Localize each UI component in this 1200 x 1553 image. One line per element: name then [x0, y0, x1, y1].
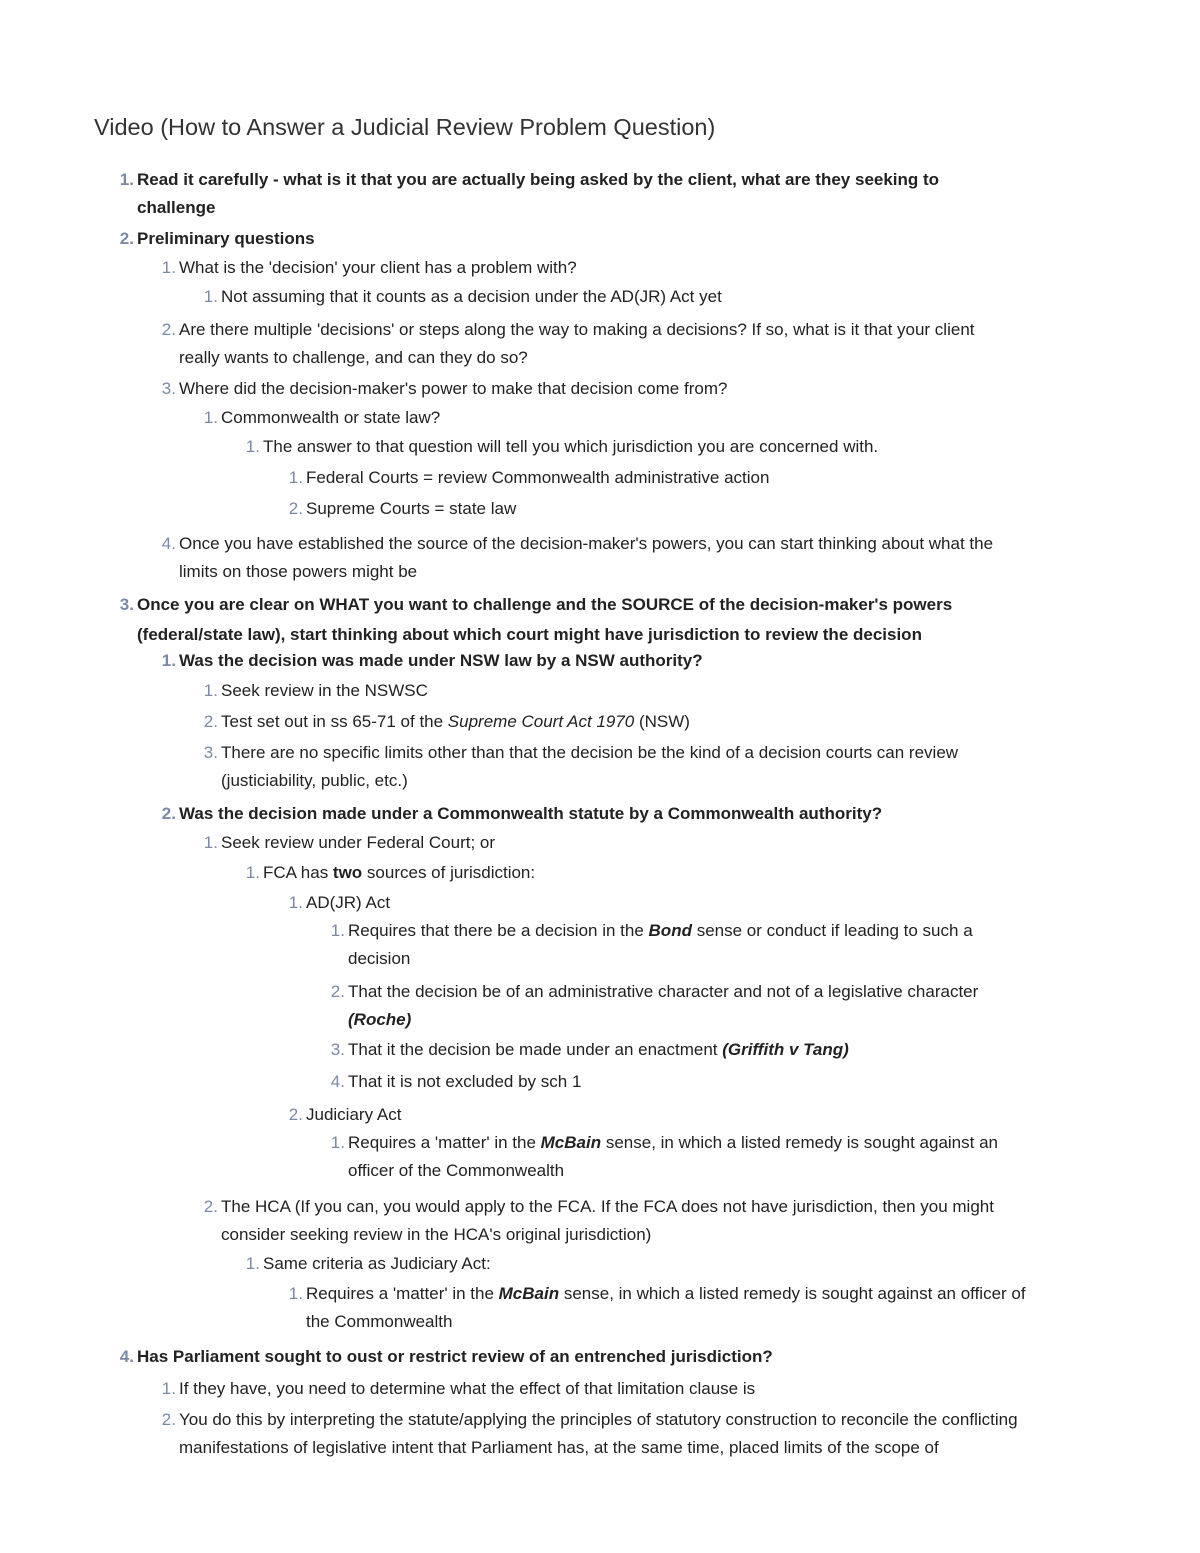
list-item-text: There are no specific limits other than that the decision be the kind of a decision courts can review: [221, 743, 959, 762]
list-item-text: (justiciability, public, etc.): [221, 771, 408, 790]
list-item-text: The answer to that question will tell you which jurisdiction you are concerned with.: [263, 437, 879, 456]
list-item: [119, 590, 953, 650]
list-item-text: Commonwealth or state law?: [221, 408, 441, 427]
list-item-text: limits on those powers might be: [179, 562, 418, 581]
list-item: [288, 889, 391, 917]
list-item-text: Federal Courts = review Commonwealth administrative action: [306, 468, 770, 487]
list-item-text: officer of the Commonwealth: [348, 1161, 565, 1180]
list-item-text: Preliminary questions: [137, 229, 315, 248]
list-item-text: really wants to challenge, and can they do so?: [179, 348, 528, 367]
list-item: [161, 647, 703, 675]
list-item-text: If they have, you need to determine what the effect of that limitation clause is: [179, 1379, 756, 1398]
list-number: 1 .: [240, 859, 260, 887]
list-item-text: You do this by interpreting the statute/applying the principles of statutory construction to reconcile the conflicting: [179, 1410, 1018, 1429]
list-item: [161, 1375, 756, 1403]
case-name: McBain: [498, 1284, 560, 1303]
list-item-text: Same criteria as Judiciary Act:: [263, 1254, 491, 1273]
list-number: 3 .: [156, 375, 176, 403]
case-name: McBain: [540, 1133, 602, 1152]
list-item-text: Requires a 'matter' in the McBain sense, in which a listed remedy is sought against an: [348, 1133, 998, 1152]
list-number: 2 .: [114, 225, 134, 253]
list-item-text: Seek review under Federal Court; or: [221, 833, 496, 852]
list-number: 1 .: [198, 829, 218, 857]
list-item-text: Once you are clear on WHAT you want to challenge and the SOURCE of the decision-maker's powers: [137, 595, 953, 614]
list-item: [288, 1101, 402, 1129]
list-item-text: Judiciary Act: [306, 1105, 402, 1124]
list-number: 2 .: [198, 1193, 218, 1221]
list-item-text: That it is not excluded by sch 1: [348, 1072, 582, 1091]
list-item-text: That the decision be of an administrative character and not of a legislative character: [348, 982, 979, 1001]
case-name: (Griffith v Tang): [722, 1040, 849, 1059]
list-item: [203, 708, 690, 736]
list-item-text: Was the decision made under a Commonwealth statute by a Commonwealth authority?: [179, 804, 883, 823]
list-number: 3 .: [114, 590, 134, 620]
list-item: [330, 1129, 998, 1185]
list-item: [330, 978, 979, 1034]
list-number: 1 .: [240, 1250, 260, 1278]
list-number: 1 .: [325, 917, 345, 945]
statute-name: Supreme Court Act 1970: [447, 712, 635, 731]
list-item: [203, 1193, 994, 1249]
list-item: [161, 316, 975, 372]
list-number: 1 .: [240, 433, 260, 461]
list-number: 2 .: [156, 1406, 176, 1434]
list-item-text: consider seeking review in the HCA's original jurisdiction): [221, 1225, 652, 1244]
list-number: 2 .: [283, 1101, 303, 1129]
list-number: 1 .: [283, 889, 303, 917]
list-item-text: the Commonwealth: [306, 1312, 453, 1331]
list-item-text: Requires that there be a decision in the Bond sense or conduct if leading to such a: [348, 921, 973, 940]
list-item-text: Was the decision was made under NSW law by a NSW authority?: [179, 651, 703, 670]
list-item: [288, 464, 770, 492]
list-item: [288, 1280, 1026, 1336]
page-title: Video (How to Answer a Judicial Review Problem Question): [94, 114, 716, 140]
list-number: 4 .: [114, 1343, 134, 1371]
list-number: 2 .: [198, 708, 218, 736]
emphasis-text: two: [332, 863, 363, 882]
list-number: 1 .: [156, 254, 176, 282]
list-item: [119, 225, 315, 253]
list-number: 1 .: [156, 1375, 176, 1403]
list-item-text: Read it carefully - what is it that you are actually being asked by the client, what are they seeking to: [137, 170, 940, 189]
list-item: [203, 829, 496, 857]
list-item-text: Where did the decision-maker's power to make that decision come from?: [179, 379, 728, 398]
list-number: 1 .: [325, 1129, 345, 1157]
list-number: 2 .: [283, 495, 303, 523]
list-number: 1 .: [114, 166, 134, 194]
list-number: 2 .: [156, 800, 176, 828]
list-item-text: FCA has two sources of jurisdiction:: [263, 863, 536, 882]
list-item: [161, 1406, 1018, 1462]
list-item: [203, 739, 959, 795]
list-item-text: Seek review in the NSWSC: [221, 681, 428, 700]
list-item-text: Has Parliament sought to oust or restrict review of an entrenched jurisdiction?: [137, 1347, 773, 1366]
case-name: Bond: [648, 921, 692, 940]
list-item: [288, 495, 517, 523]
list-item-text: decision: [348, 949, 411, 968]
list-item: [330, 917, 973, 973]
list-item: [330, 1068, 582, 1096]
case-name: (Roche): [348, 1010, 412, 1029]
list-item: [203, 404, 441, 432]
list-item-text: challenge: [137, 198, 216, 217]
list-item-text: Once you have established the source of the decision-maker's powers, you can start thinking about what the: [179, 534, 994, 553]
list-item: [161, 800, 883, 828]
list-item-text: That it the decision be made under an enactment (Griffith v Tang): [348, 1040, 849, 1059]
list-number: 4 .: [325, 1068, 345, 1096]
list-number: 1 .: [156, 647, 176, 675]
list-item: [119, 166, 940, 222]
list-item: [245, 1250, 491, 1278]
list-item-text: Requires a 'matter' in the McBain sense, in which a listed remedy is sought against an officer of: [306, 1284, 1026, 1303]
list-number: 1 .: [198, 677, 218, 705]
list-item-text: What is the 'decision' your client has a problem with?: [179, 258, 577, 277]
list-item: [161, 254, 577, 282]
list-item: [119, 1343, 773, 1371]
list-item: [245, 859, 536, 887]
list-item-text: (federal/state law), start thinking about which court might have jurisdiction to review the decision: [137, 625, 922, 644]
list-number: 2 .: [156, 316, 176, 344]
list-item: [161, 375, 728, 403]
list-number: 1 .: [198, 404, 218, 432]
list-item-text: Supreme Courts = state law: [306, 499, 517, 518]
list-item-text: Test set out in ss 65-71 of the Supreme Court Act 1970 (NSW): [221, 712, 690, 731]
list-item: [203, 283, 722, 311]
list-number: 3 .: [198, 739, 218, 767]
list-number: 1 .: [198, 283, 218, 311]
list-item-text: manifestations of legislative intent that Parliament has, at the same time, placed limits of the scope of: [179, 1438, 939, 1457]
list-number: 3 .: [325, 1036, 345, 1064]
list-item-text: Are there multiple 'decisions' or steps along the way to making a decisions? If so, what is it that your client: [179, 320, 975, 339]
list-number: 1 .: [283, 1280, 303, 1308]
list-number: 4 .: [156, 530, 176, 558]
list-item-text: AD(JR) Act: [306, 893, 391, 912]
list-item: [330, 1036, 849, 1064]
list-number: 1 .: [283, 464, 303, 492]
list-item-text: The HCA (If you can, you would apply to the FCA. If the FCA does not have jurisdiction, then you might: [221, 1197, 994, 1216]
list-item-text: Not assuming that it counts as a decision under the AD(JR) Act yet: [221, 287, 722, 306]
list-number: 2 .: [325, 978, 345, 1006]
list-item: [245, 433, 879, 461]
list-item: [203, 677, 428, 705]
list-item: [161, 530, 994, 586]
